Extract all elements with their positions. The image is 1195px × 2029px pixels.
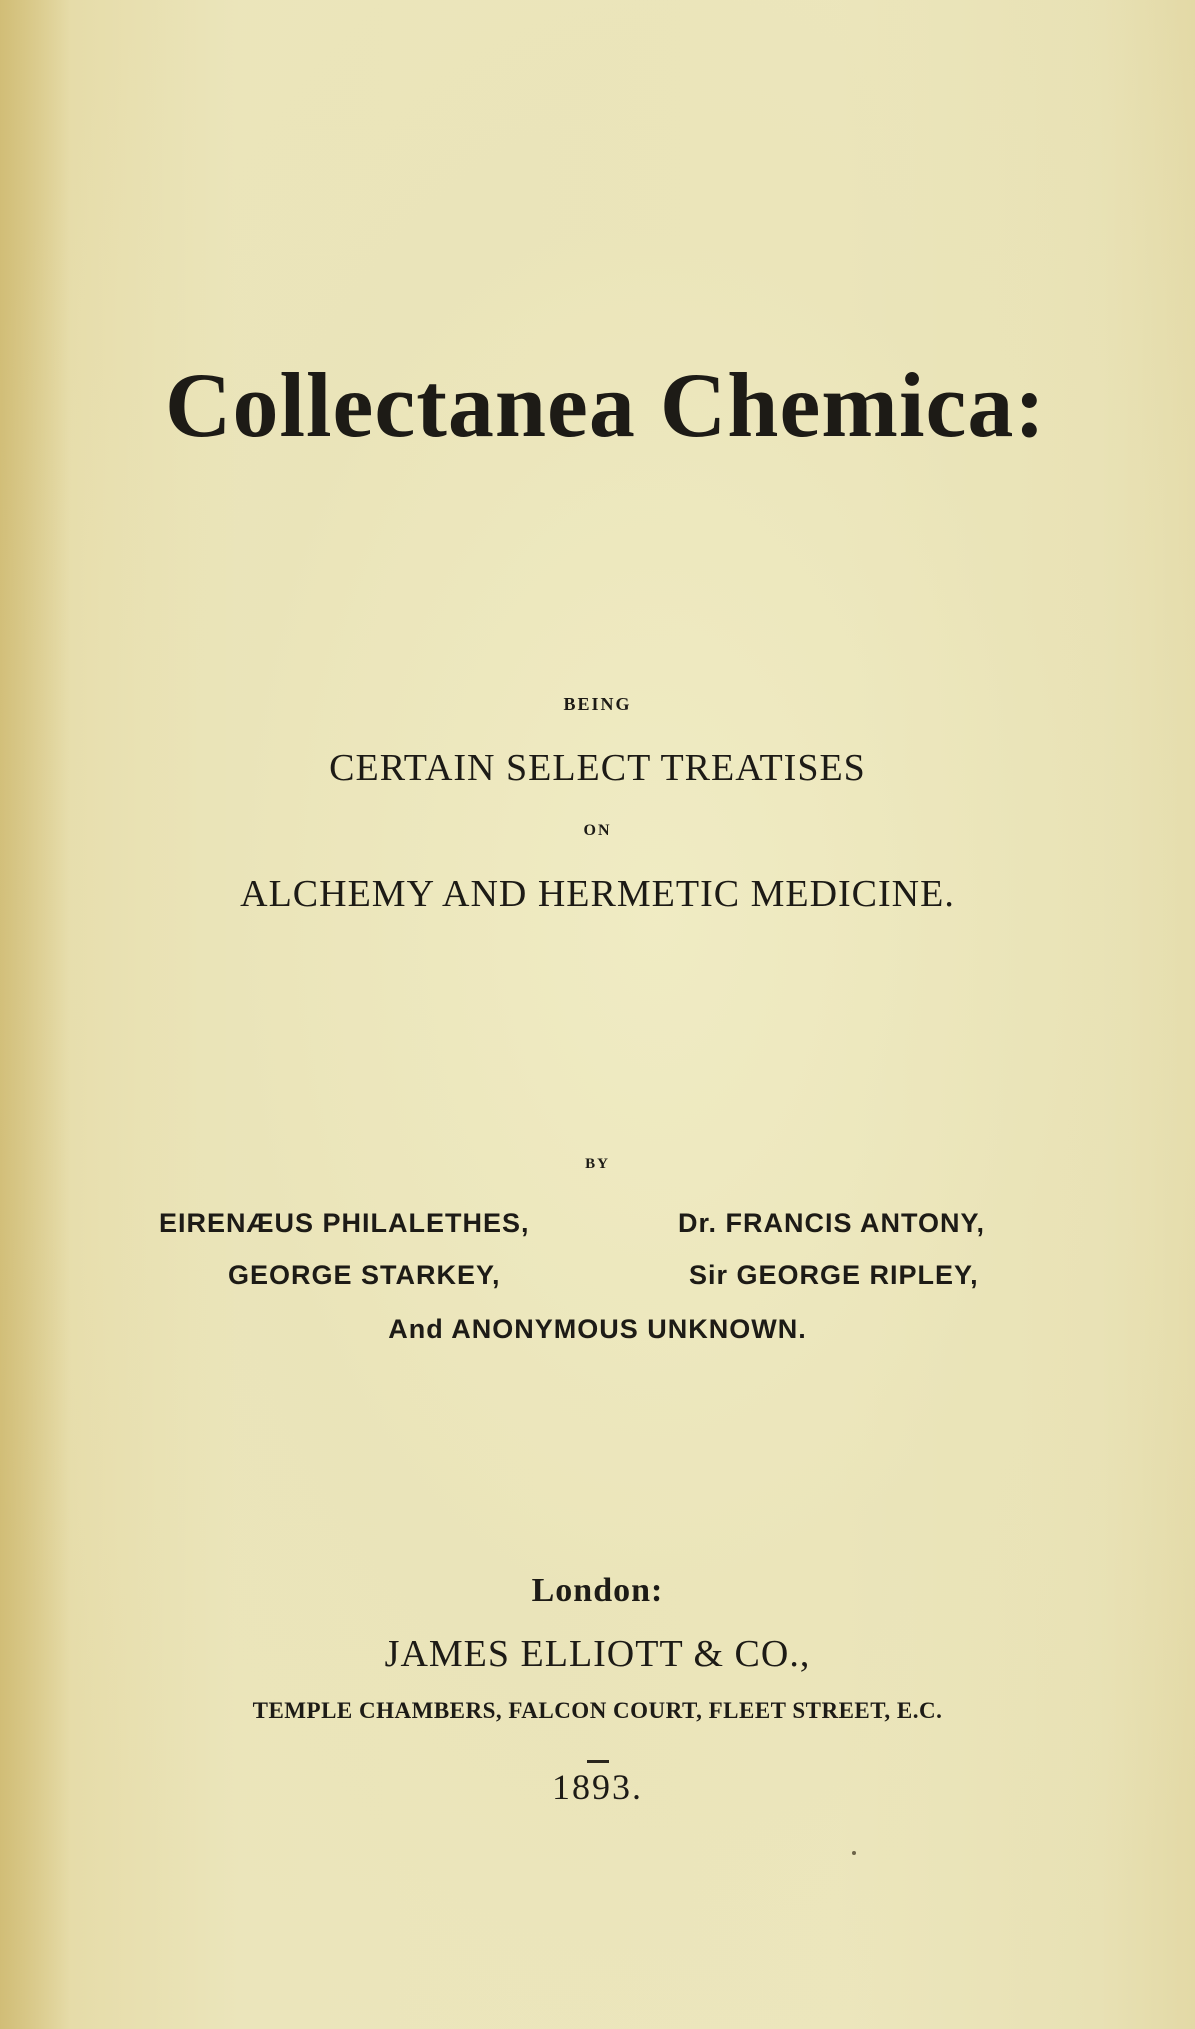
by-label: BY [585,1156,610,1172]
divider-rule [587,1760,609,1763]
author-name: Sir GEORGE RIPLEY, [689,1260,979,1290]
imprint-year: 1893. [552,1767,643,1807]
being-label: BEING [563,694,632,714]
author-name: Dr. FRANCIS ANTONY, [678,1208,986,1238]
author-name: EIRENÆUS PHILALETHES, [159,1208,530,1238]
subtitle-line-2: ALCHEMY AND HERMETIC MEDICINE. [240,873,955,915]
author-row [0,1314,1195,1350]
imprint-publisher: JAMES ELLIOTT & CO., [384,1633,811,1675]
author-name: GEORGE STARKEY, [228,1260,501,1290]
on-label: ON [583,822,612,839]
author-row [0,1208,1195,1244]
author-name: And ANONYMOUS UNKNOWN. [388,1314,807,1344]
imprint-address: TEMPLE CHAMBERS, FALCON COURT, FLEET STREET, E.C. [252,1698,943,1723]
book-title: Collectanea Chemica: [165,354,1046,456]
paper-speck [852,1851,856,1855]
author-row [0,1260,1195,1296]
subtitle-line-1: CERTAIN SELECT TREATISES [329,747,866,789]
imprint-city: London: [531,1572,664,1609]
